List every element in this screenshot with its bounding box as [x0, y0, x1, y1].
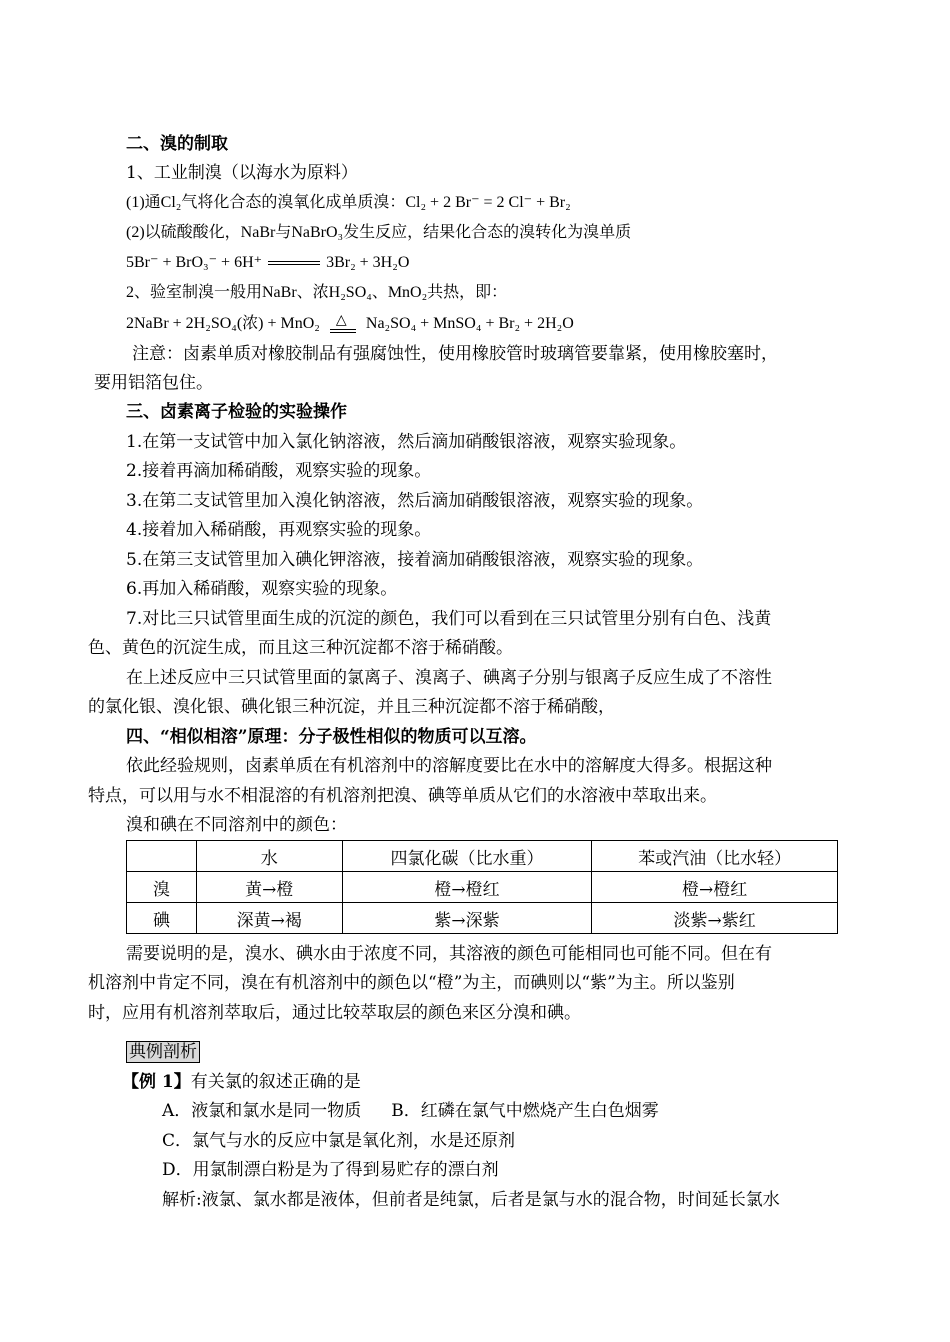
- step-6: 6.再加入稀硝酸，观察实验的现象。: [126, 579, 398, 599]
- table-cell: 溴: [127, 872, 197, 903]
- note-paragraph-line-3: 时，应用有机溶剂萃取后，通过比较萃取层的颜色来区分溴和碘。: [88, 1003, 581, 1023]
- table-cell: 黄→橙: [196, 872, 342, 903]
- table-header-cell: 四氯化碳（比水重）: [342, 841, 592, 872]
- table-cell: 深黄→褐: [196, 903, 342, 934]
- example-section-box: 典例剖析: [126, 1041, 200, 1063]
- step-1: 1.在第一支试管中加入氯化钠溶液，然后滴加硝酸银溶液，观察实验现象。: [126, 432, 687, 452]
- step-4: 4.接着加入稀硝酸，再观察实验的现象。: [126, 520, 432, 540]
- example-tag: 【例 1】: [122, 1072, 191, 1092]
- principle-line-1: 依此经验规则，卤素单质在有机溶剂中的溶解度要比在水中的溶解度大得多。根据这种: [126, 756, 772, 776]
- example-section-label: [126, 1041, 200, 1063]
- analysis-line: 解析:液氯、氯水都是液体，但前者是纯氯，后者是氯与水的混合物，时间延长氯水: [162, 1190, 780, 1210]
- equation-bromate-right: 3Br₂ + 3H₂O: [326, 254, 410, 271]
- industrial-bromine-line: 1、工业制溴（以海水为原料）: [126, 163, 358, 183]
- step-5: 5.在第三支试管里加入碘化钾溶液，接着滴加硝酸银溶液，观察实验的现象。: [126, 550, 704, 570]
- option-c: C．氯气与水的反应中氯是氧化剂，水是还原剂: [162, 1131, 516, 1151]
- step-7-line-1: 7.对比三只试管里面生成的沉淀的颜色，我们可以看到在三只试管里分别有白色、浅黄: [126, 609, 772, 629]
- section-heading-bromine-preparation: 二、溴的制取: [126, 134, 228, 154]
- table-header-cell: 苯或汽油（比水轻）: [592, 841, 838, 872]
- summary-line-1: 在上述反应中三只试管里面的氯离子、溴离子、碘离子分别与银离子反应生成了不溶性: [126, 668, 772, 688]
- equation-lab-left: 2NaBr + 2H₂SO₄(浓) + MnO₂: [126, 315, 320, 332]
- note-line-1: 注意：卤素单质对橡胶制品有强腐蚀性，使用橡胶管时玻璃管要靠紧，使用橡胶塞时，: [132, 344, 778, 364]
- summary-line-2: 的氯化银、溴化银、碘化银三种沉淀，并且三种沉淀都不溶于稀硝酸，: [88, 697, 615, 717]
- example-question-text: 有关氯的叙述正确的是: [190, 1072, 361, 1092]
- step-7-line-2: 色、黄色的沉淀生成，而且这三种沉淀都不溶于稀硝酸。: [88, 638, 513, 658]
- option-b: B．红磷在氯气中燃烧产生白色烟雾: [391, 1101, 659, 1121]
- table-cell: 碘: [127, 903, 197, 934]
- note-paragraph-line-2: 机溶剂中肯定不同，溴在有机溶剂中的颜色以“橙”为主，而碘则以“紫”为主。所以鉴别: [88, 973, 735, 993]
- table-cell: 淡紫→紫红: [592, 903, 838, 934]
- option-d: D．用氯制漂白粉是为了得到易贮存的漂白剂: [162, 1160, 499, 1180]
- step-2: 2.接着再滴加稀硝酸，观察实验的现象。: [126, 461, 432, 481]
- chlorine-oxidation-line: (1)通Cl₂气将化合态的溴氧化成单质溴：Cl₂ + 2 Br⁻ = 2 Cl⁻ + Br₂: [126, 194, 571, 211]
- note-line-2: 要用铝箔包住。: [94, 373, 213, 393]
- table-cell: 橙→橙红: [342, 872, 592, 903]
- section-heading-halide-test: 三、卤素离子检验的实验操作: [126, 402, 347, 422]
- principle-line-2: 特点，可以用与水不相混溶的有机溶剂把溴、碘等单质从它们的水溶液中萃取出来。: [88, 786, 717, 806]
- table-caption: 溴和碘在不同溶剂中的颜色：: [126, 815, 347, 835]
- lab-bromine-line: 2、验室制溴一般用NaBr、浓H₂SO₄、MnO₂共热，即：: [126, 284, 508, 301]
- table-row: [127, 903, 838, 934]
- option-a: A．液氯和氯水是同一物质: [162, 1101, 362, 1121]
- delta-symbol: △: [335, 313, 347, 329]
- example-question: [122, 1071, 361, 1093]
- table-cell: 紫→深紫: [342, 903, 592, 934]
- note-paragraph-line-1: 需要说明的是，溴水、碘水由于浓度不同，其溶液的颜色可能相同也可能不同。但在有: [126, 944, 772, 964]
- acidification-line: (2)以硫酸酸化，NaBr与NaBrO₃发生反应，结果化合态的溴转化为溴单质: [126, 224, 632, 241]
- equation-bromate: [126, 252, 409, 274]
- equation-bromate-left: 5Br⁻ + BrO₃⁻ + 6H⁺: [126, 254, 263, 271]
- table-cell: 橙→橙红: [592, 872, 838, 903]
- equation-lab-bromine: [126, 313, 574, 335]
- table-header-cell: 水: [196, 841, 342, 872]
- equation-lab-right: Na₂SO₄ + MnSO₄ + Br₂ + 2H₂O: [365, 315, 574, 332]
- solvent-color-table: [126, 840, 838, 934]
- step-3: 3.在第二支试管里加入溴化钠溶液，然后滴加硝酸银溶液，观察实验的现象。: [126, 491, 704, 511]
- table-header-cell: [127, 841, 197, 872]
- section-heading-like-dissolves-like: 四、“相似相溶”原理：分子极性相似的物质可以互溶。: [126, 727, 537, 747]
- equation-equals-sign: [268, 261, 320, 265]
- option-row-ab: [162, 1100, 659, 1122]
- heating-symbol: [328, 314, 358, 334]
- table-header-row: [127, 841, 838, 872]
- table-row: [127, 872, 838, 903]
